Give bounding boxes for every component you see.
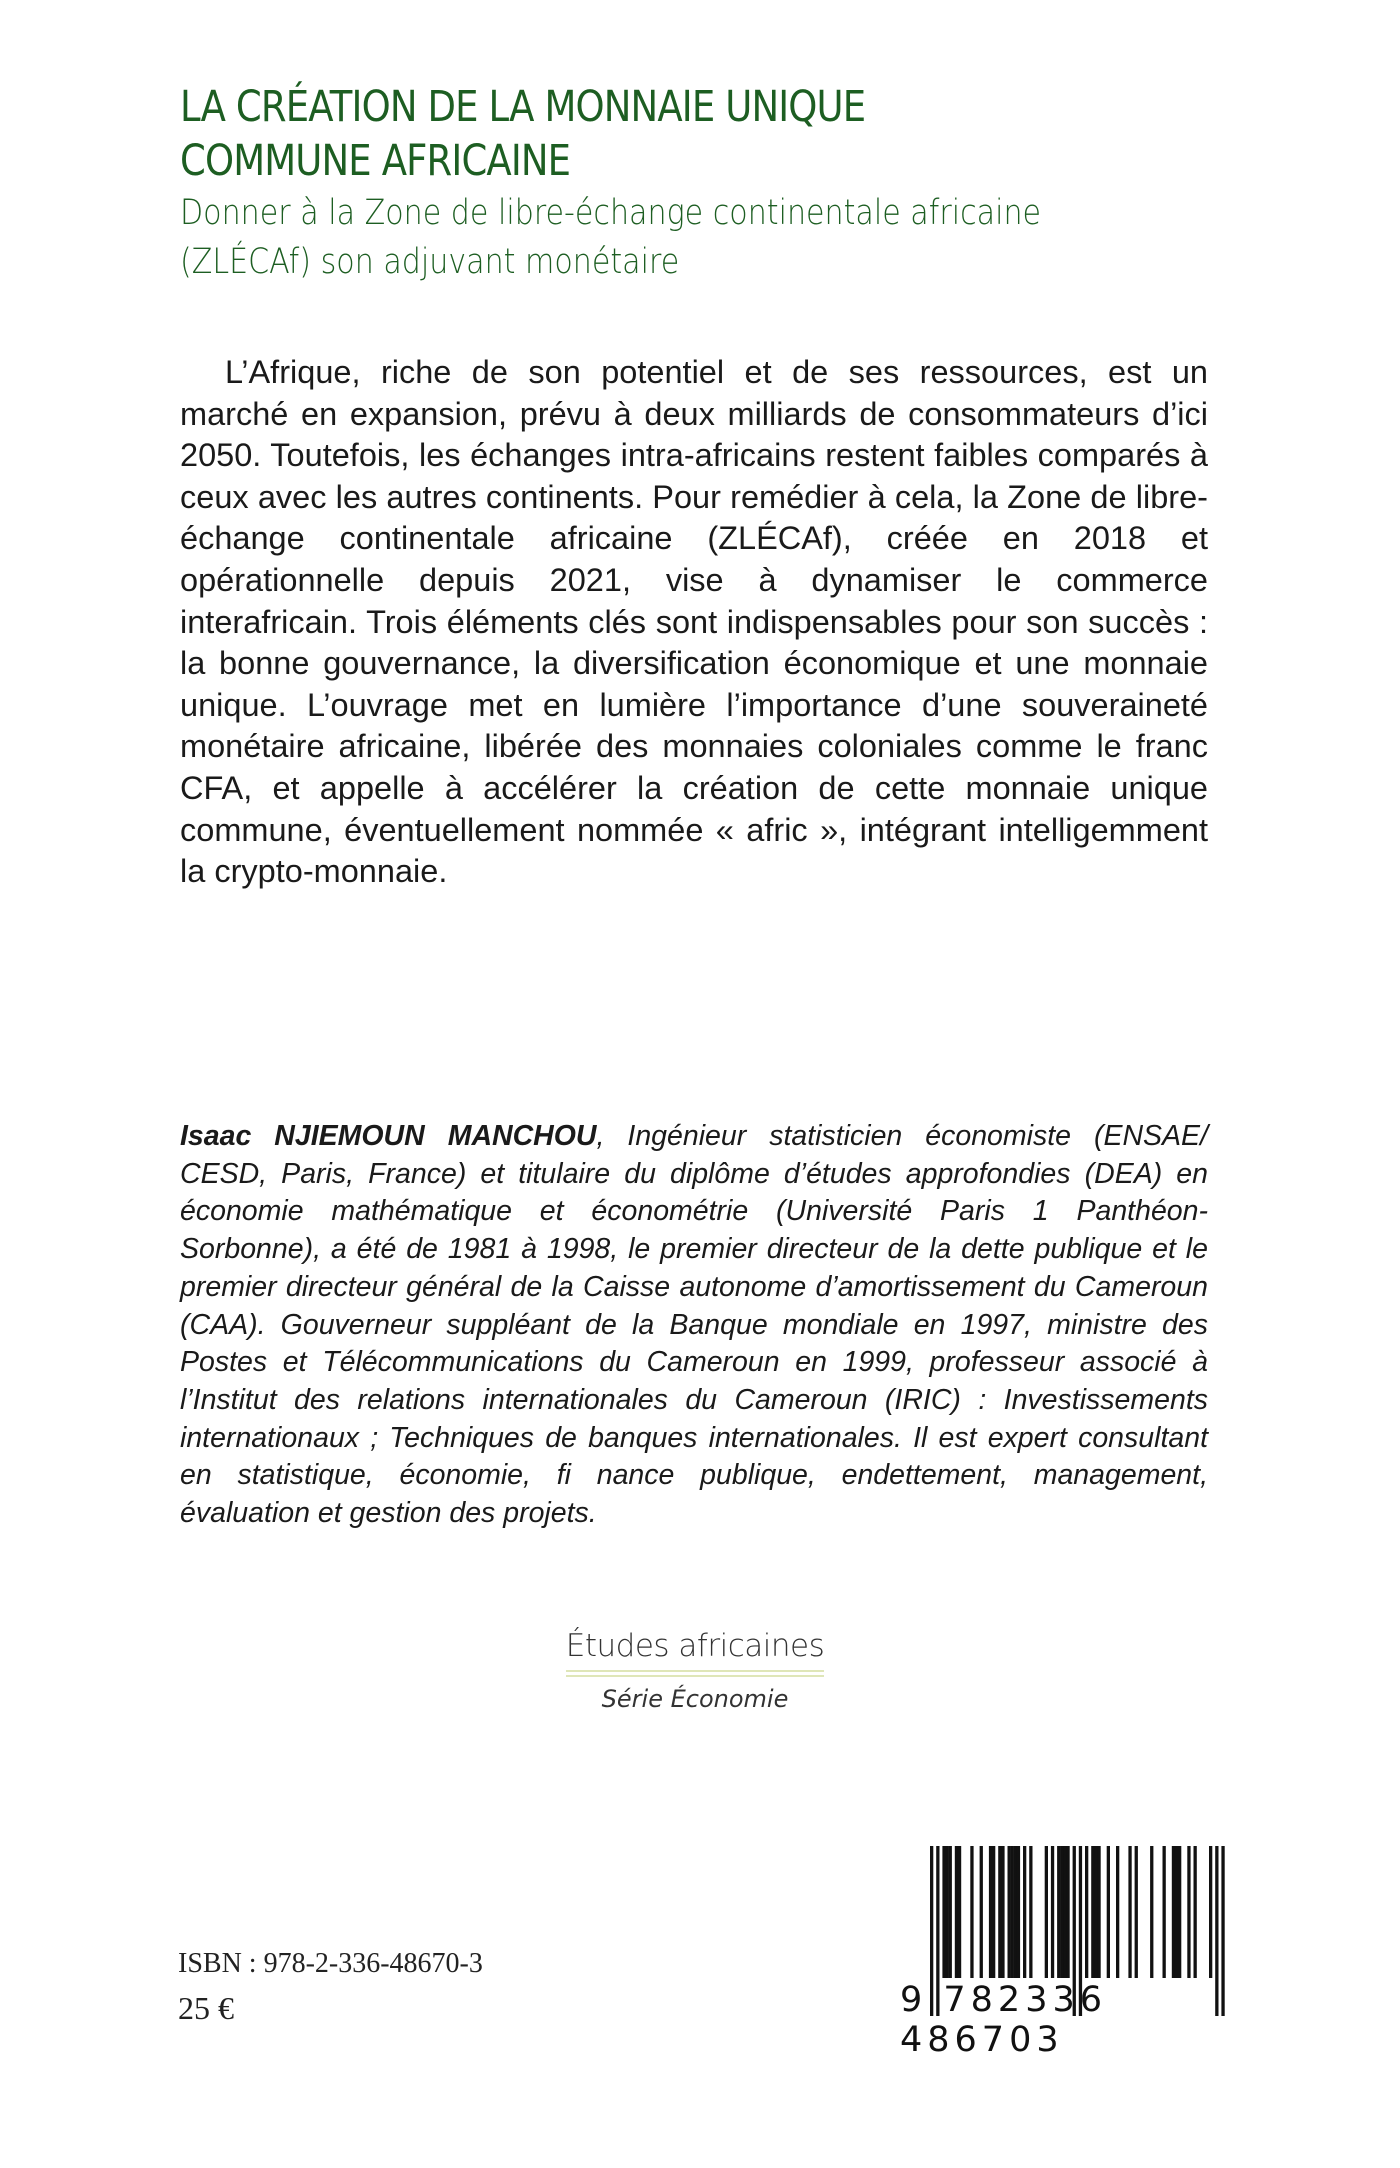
barcode-bar bbox=[992, 1846, 995, 1978]
barcode-bar bbox=[1163, 1846, 1166, 1978]
barcode-bar bbox=[998, 1846, 1001, 1978]
barcode-bar bbox=[958, 1846, 961, 1978]
barcode-bar bbox=[1001, 1846, 1004, 1978]
barcode-bar bbox=[1014, 1846, 1017, 1978]
barcode-bar bbox=[1057, 1846, 1060, 1978]
barcode-bar bbox=[1107, 1846, 1110, 1978]
barcode-bar bbox=[1091, 1846, 1094, 1978]
barcode-bar bbox=[949, 1846, 952, 1978]
barcode-bar bbox=[1135, 1846, 1138, 1978]
barcode-bar bbox=[1051, 1846, 1054, 1978]
barcode-bar bbox=[1175, 1846, 1178, 1978]
barcode-bar bbox=[1097, 1846, 1100, 1978]
barcode-bar bbox=[955, 1846, 958, 1978]
barcode-bar bbox=[1150, 1846, 1153, 1978]
barcode-bar bbox=[1209, 1846, 1212, 1978]
barcode-bar bbox=[1045, 1846, 1048, 1978]
series-logo bbox=[560, 1628, 830, 1713]
book-title-block bbox=[180, 80, 1280, 286]
barcode-bar bbox=[1017, 1846, 1020, 1978]
barcode-bar bbox=[1011, 1846, 1014, 1978]
book-subtitle-line-2: (ZLÉCAf) son adjuvant monétaire bbox=[180, 242, 680, 282]
barcode-bar bbox=[1060, 1846, 1063, 1978]
author-bio bbox=[180, 1118, 1208, 1533]
barcode-bar bbox=[1116, 1846, 1119, 1978]
book-subtitle-line-1: Donner à la Zone de libre-échange continentale africaine bbox=[180, 193, 1042, 233]
barcode-bar bbox=[1187, 1846, 1190, 1978]
barcode-bar bbox=[1128, 1846, 1131, 1978]
barcode-digits: 9 782336 486703 bbox=[900, 1980, 1108, 2060]
book-title-line-2: COMMUNE AFRICAINE bbox=[180, 136, 571, 186]
author-bio-text: , Ingénieur statisticien économiste (ENSAE/ CESD, Paris, France) et titulaire du diplôme d’études approfondies (DEA) en économie mathématique et économétrie (Université Paris 1 Panthéon-Sorbonne), a été de 1981 à 1998, le premier directeur de la dette publique et le premier directeur général de la Caisse autonome d’amortissement du Cameroun (CAA). Gouverneur suppléant de la Banque mondiale en 1997, ministre des Postes et Télécommunications du Cameroun en 1999, professeur associé à l’Institut des relations internationales du Cameroun (IRIC) : Investissements internationaux ; Techniques de banques internationales. Il est expert consultant en statistique, économie, fi nance publique, endettement, management, évaluation et gestion des projets. bbox=[180, 1120, 1208, 1530]
barcode-bar bbox=[980, 1846, 983, 1978]
series-subtitle: Série Économie bbox=[601, 1685, 789, 1713]
book-title-line-1: LA CRÉATION DE LA MONNAIE UNIQUE bbox=[180, 82, 866, 132]
barcode-bar bbox=[1066, 1846, 1069, 1978]
barcode-bar bbox=[1194, 1846, 1197, 1978]
series-divider bbox=[566, 1670, 824, 1677]
barcode-bar bbox=[1094, 1846, 1097, 1978]
barcode-bar bbox=[1063, 1846, 1066, 1978]
barcode-bar bbox=[942, 1846, 945, 1978]
barcode-bar bbox=[1085, 1846, 1088, 1978]
barcode-bar bbox=[1008, 1846, 1011, 1978]
barcode-bar bbox=[989, 1846, 992, 1978]
author-name: Isaac NJIEMOUN MANCHOU bbox=[180, 1120, 597, 1152]
barcode-bar bbox=[1023, 1846, 1026, 1978]
price: 25 € bbox=[178, 1990, 234, 2026]
book-summary: L’Afrique, riche de son potentiel et de ses ressources, est un marché en expansion, prévu à deux milliards de consommateurs d’ici 2050. Toutefois, les échanges intra-africains restent faibles comparés à ceux avec les autres continents. Pour remédier à cela, la Zone de libre-échange continentale africaine (ZLÉCAf), créée en 2018 et opérationnelle depuis 2021, vise à dynamiser le commerce interafricain. Trois éléments clés sont indispensables pour son succès : la bonne gouvernance, la diversification économique et une monnaie unique. L’ouvrage met en lumière l’importance d’une souveraineté monétaire africaine, libérée des monnaies coloniales comme le franc CFA, et appelle à accélérer la création de cette monnaie unique commune, éventuellement nommée « afric », intégrant intelligemment la crypto-monnaie. bbox=[180, 354, 1208, 890]
barcode-bar bbox=[946, 1846, 949, 1978]
barcode-bar bbox=[1029, 1846, 1032, 1978]
series-name: Études africaines bbox=[565, 1628, 825, 1664]
barcode-bar bbox=[970, 1846, 973, 1978]
barcode-bar bbox=[1178, 1846, 1181, 1978]
barcode-bar bbox=[1172, 1846, 1175, 1978]
isbn: ISBN : 978-2-336-48670-3 bbox=[178, 1948, 483, 1979]
